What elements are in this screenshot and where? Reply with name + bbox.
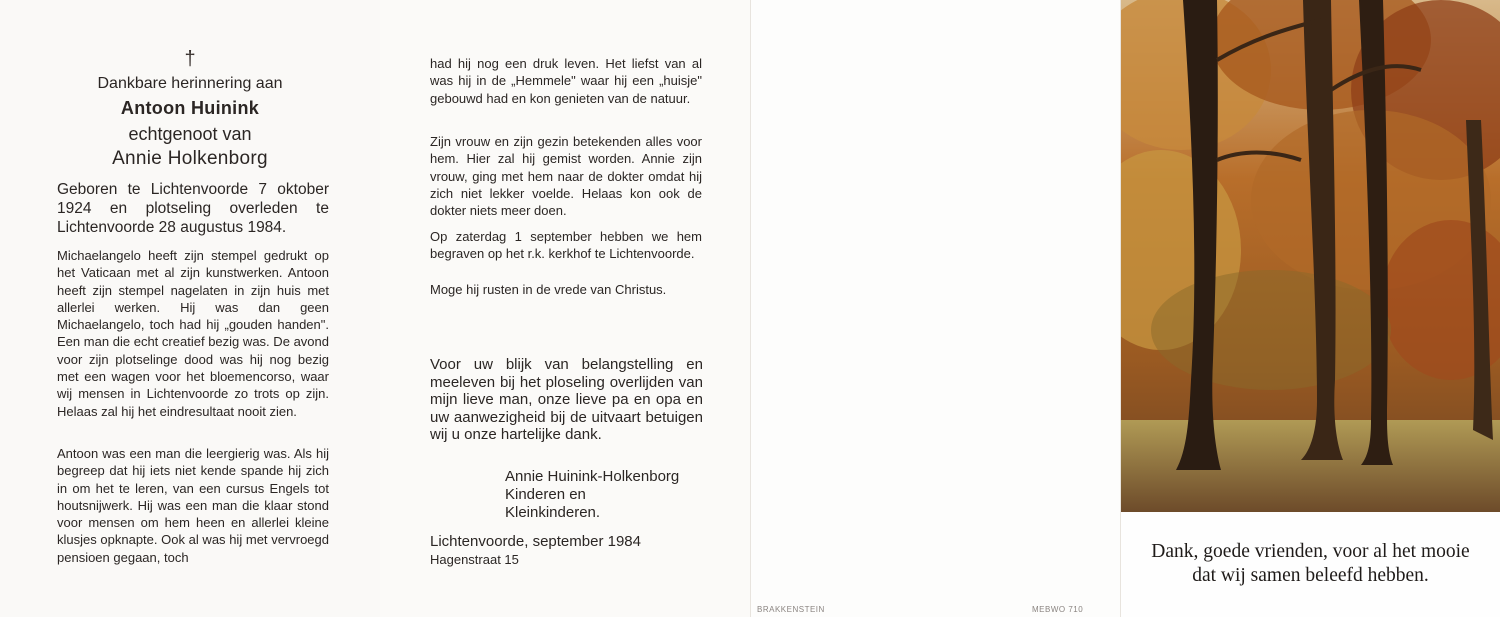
memorial-paragraph: Moge hij rusten in de vrede van Christus. [430,282,667,297]
spouse-label: echtgenoot van [128,124,252,144]
print-code: MEBWO 710 [1032,605,1084,614]
signature-line: Kleinkinderen. [505,504,601,521]
memorial-paragraph: Michaelangelo heeft zijn stempel gedrukt op het Vaticaan met al zijn kunstwerken. Antoon heeft zijn stempel nagelaten in zijn huis met allerlei werken. Hij was dan geen Michaelangelo, toch had hij „gouden handen". Een man die echt creatief bezig was. De avond voor zijn plotselinge dood was hij nog bezig met een wagen voor het bloemencorso, waar wij mensen in Lichtenvoorde zo trots op zijn. Helaas zal hij het eindresultaat nooit zien. [57,248,329,419]
caption-line: Dank, goede vrienden, voor al het mooie [1151,541,1470,562]
fold-line [750,0,751,617]
memorial-paragraph: Zijn vrouw en zijn gezin betekenden alles voor hem. Hier zal hij gemist worden. Annie zijn vrouw, ging met hem naar de dokter omdat hij zich niet lekker voelde. Helaas kon ook de dokter niets meer doen. [430,134,702,219]
intro-line: Dankbare herinnering aan [97,75,283,92]
deceased-name: Antoon Huinink [120,98,260,118]
memorial-paragraph: Antoon was een man die leergierig was. Als hij begreep dat hij iets niet kende spande hij zich in om het te leren, van een cursus Engels tot houtsnijwerk. Hij was een man die klaar stond voor mensen om hem heen en allerlei kleine klusjes opknapte. Ook al was hij met vervroegd pensioen gegaan, toch [57,446,329,565]
birth-death-text: Geboren te Lichtenvoorde 7 oktober 1924 en plotseling overleden te Lichtenvoorde 28 augustus 1984. [57,181,329,236]
printer-mark: BRAKKENSTEIN [757,605,825,614]
address: Hagenstraat 15 [430,552,519,567]
thanks-message: Voor uw blijk van belangstelling en meeleven bij het ploseling overlijden van mijn lieve man, onze lieve pa en opa en uw aanwezigheid bij de uitvaart betuigen wij u onze hartelijke dank. [430,356,703,443]
cross-symbol: † [184,48,196,70]
memorial-paragraph: Op zaterdag 1 september hebben we hem begraven op het r.k. kerkhof te Lichtenvoorde. [430,229,702,262]
signature-line: Kinderen en [505,486,586,503]
place-date: Lichtenvoorde, september 1984 [430,533,641,550]
caption-line: dat wij samen beleefd hebben. [1192,565,1429,586]
memorial-paragraph: had hij nog een druk leven. Het liefst van al was hij in de „Hemmele" waar hij een „huisje" gebouwd had en kon genieten van de natuur. [430,56,702,106]
signature-line: Annie Huinink-Holkenborg [505,468,680,485]
panel-blank [750,0,1120,617]
spouse-name: Annie Holkenborg [112,148,268,169]
autumn-forest-photo [1121,0,1500,512]
